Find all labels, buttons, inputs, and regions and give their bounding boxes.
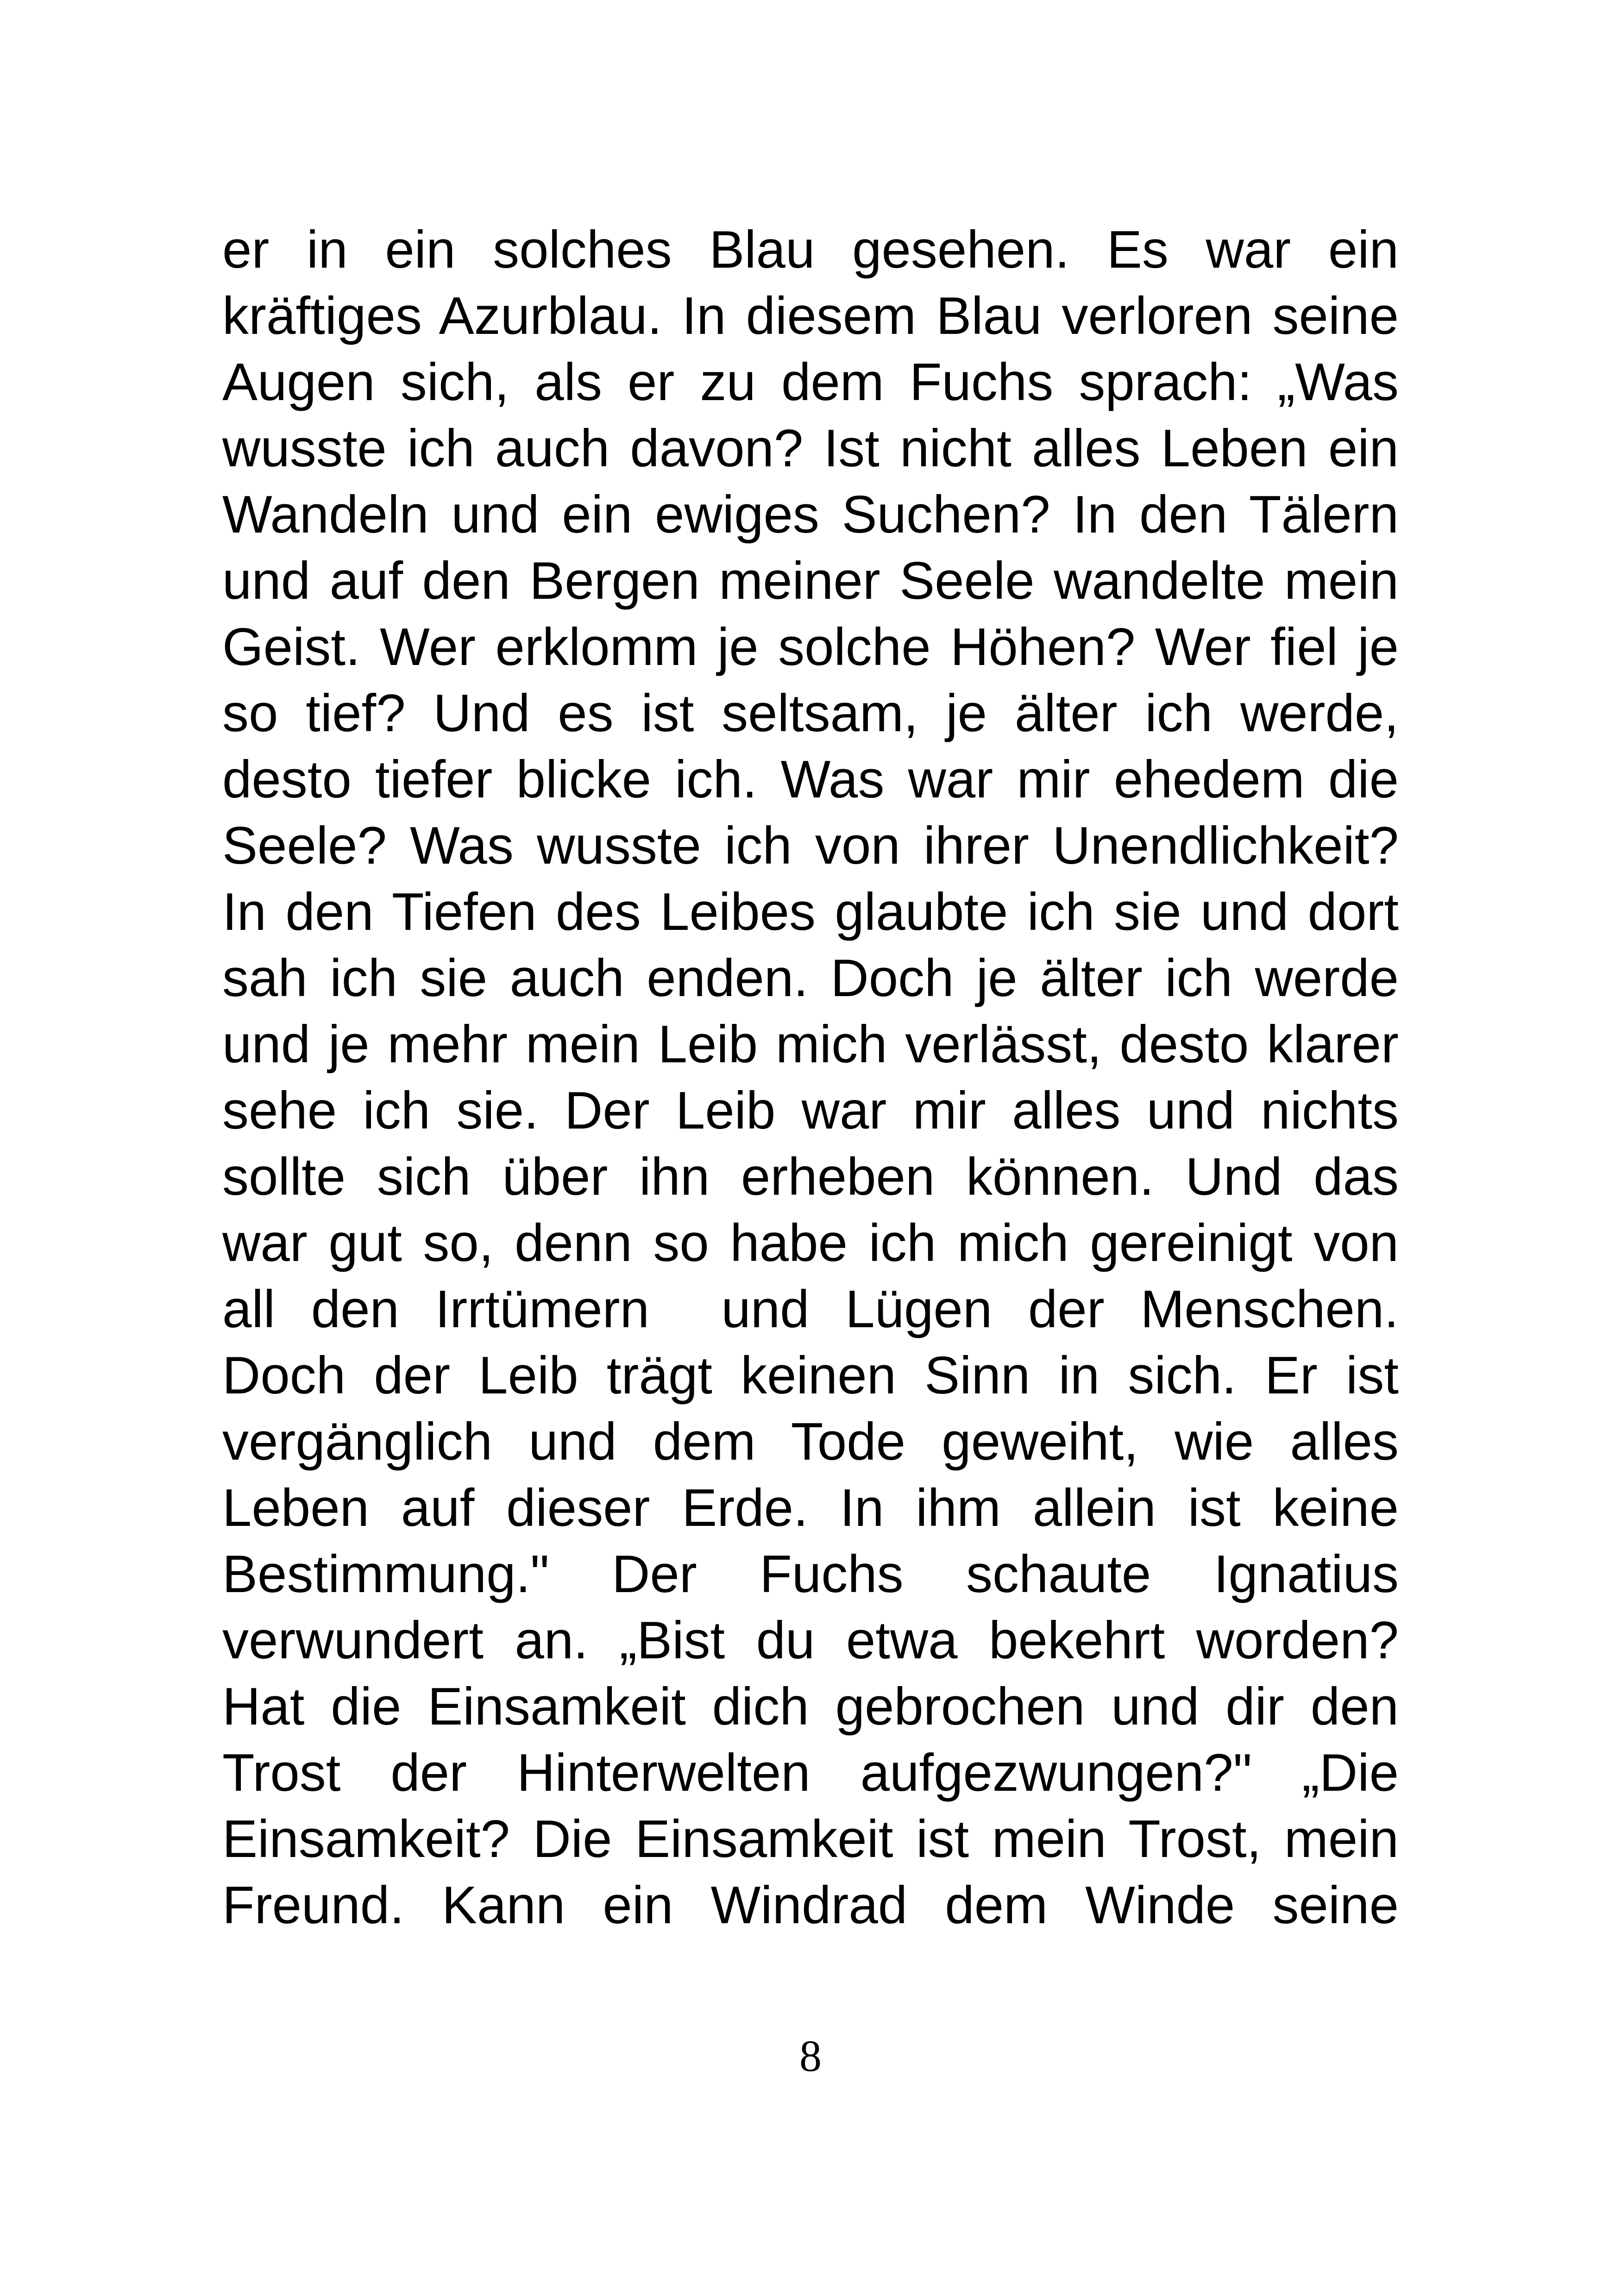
text-line: Trost der Hinterwelten aufgezwungen?" „Die [222, 1744, 1399, 1802]
text-line: Bestimmung." Der Fuchs schaute Ignatius [222, 1545, 1399, 1604]
text-line: kräftiges Azurblau. In diesem Blau verloren seine [222, 287, 1399, 345]
page-number: 8 [799, 2031, 822, 2081]
text-line: sollte sich über ihn erheben können. Und das [222, 1148, 1399, 1206]
body-text [222, 217, 1399, 1938]
text-line: Geist. Wer erklomm je solche Höhen? Wer fiel je [222, 618, 1399, 677]
text-line: sah ich sie auch enden. Doch je älter ich werde [222, 949, 1399, 1008]
text-line: Wandeln und ein ewiges Suchen? In den Tälern [222, 485, 1399, 544]
text-line: In den Tiefen des Leibes glaubte ich sie und dort [222, 883, 1399, 941]
text-line: Leben auf dieser Erde. In ihm allein ist keine [222, 1479, 1399, 1537]
text-line: verwundert an. „Bist du etwa bekehrt worden? [222, 1611, 1399, 1670]
text-line: sehe ich sie. Der Leib war mir alles und nichts [222, 1081, 1399, 1140]
text-line: war gut so, denn so habe ich mich gereinigt von [222, 1214, 1399, 1273]
text-line: er in ein solches Blau gesehen. Es war ein [222, 220, 1399, 279]
text-line: Doch der Leib trägt keinen Sinn in sich. Er ist [222, 1346, 1399, 1405]
text-line: so tief? Und es ist seltsam, je älter ich werde, [222, 684, 1399, 743]
text-line: Freund. Kann ein Windrad dem Winde seine [222, 1876, 1399, 1935]
text-line: und auf den Bergen meiner Seele wandelte mein [222, 552, 1399, 610]
text-line: Seele? Was wusste ich von ihrer Unendlichkeit? [222, 816, 1399, 875]
text-line: vergänglich und dem Tode geweiht, wie alles [222, 1412, 1399, 1471]
text-line: und je mehr mein Leib mich verlässt, desto klarer [222, 1015, 1399, 1074]
text-line: desto tiefer blicke ich. Was war mir ehedem die [222, 750, 1399, 809]
text-line: Augen sich, als er zu dem Fuchs sprach: „Was [222, 353, 1399, 412]
text-line: all den Irrtümern und Lügen der Menschen. [222, 1280, 1399, 1339]
text-line: wusste ich auch davon? Ist nicht alles Leben ein [222, 419, 1399, 478]
text-line: Hat die Einsamkeit dich gebrochen und dir den [222, 1677, 1399, 1736]
text-line: Einsamkeit? Die Einsamkeit ist mein Trost, mein [222, 1810, 1399, 1869]
